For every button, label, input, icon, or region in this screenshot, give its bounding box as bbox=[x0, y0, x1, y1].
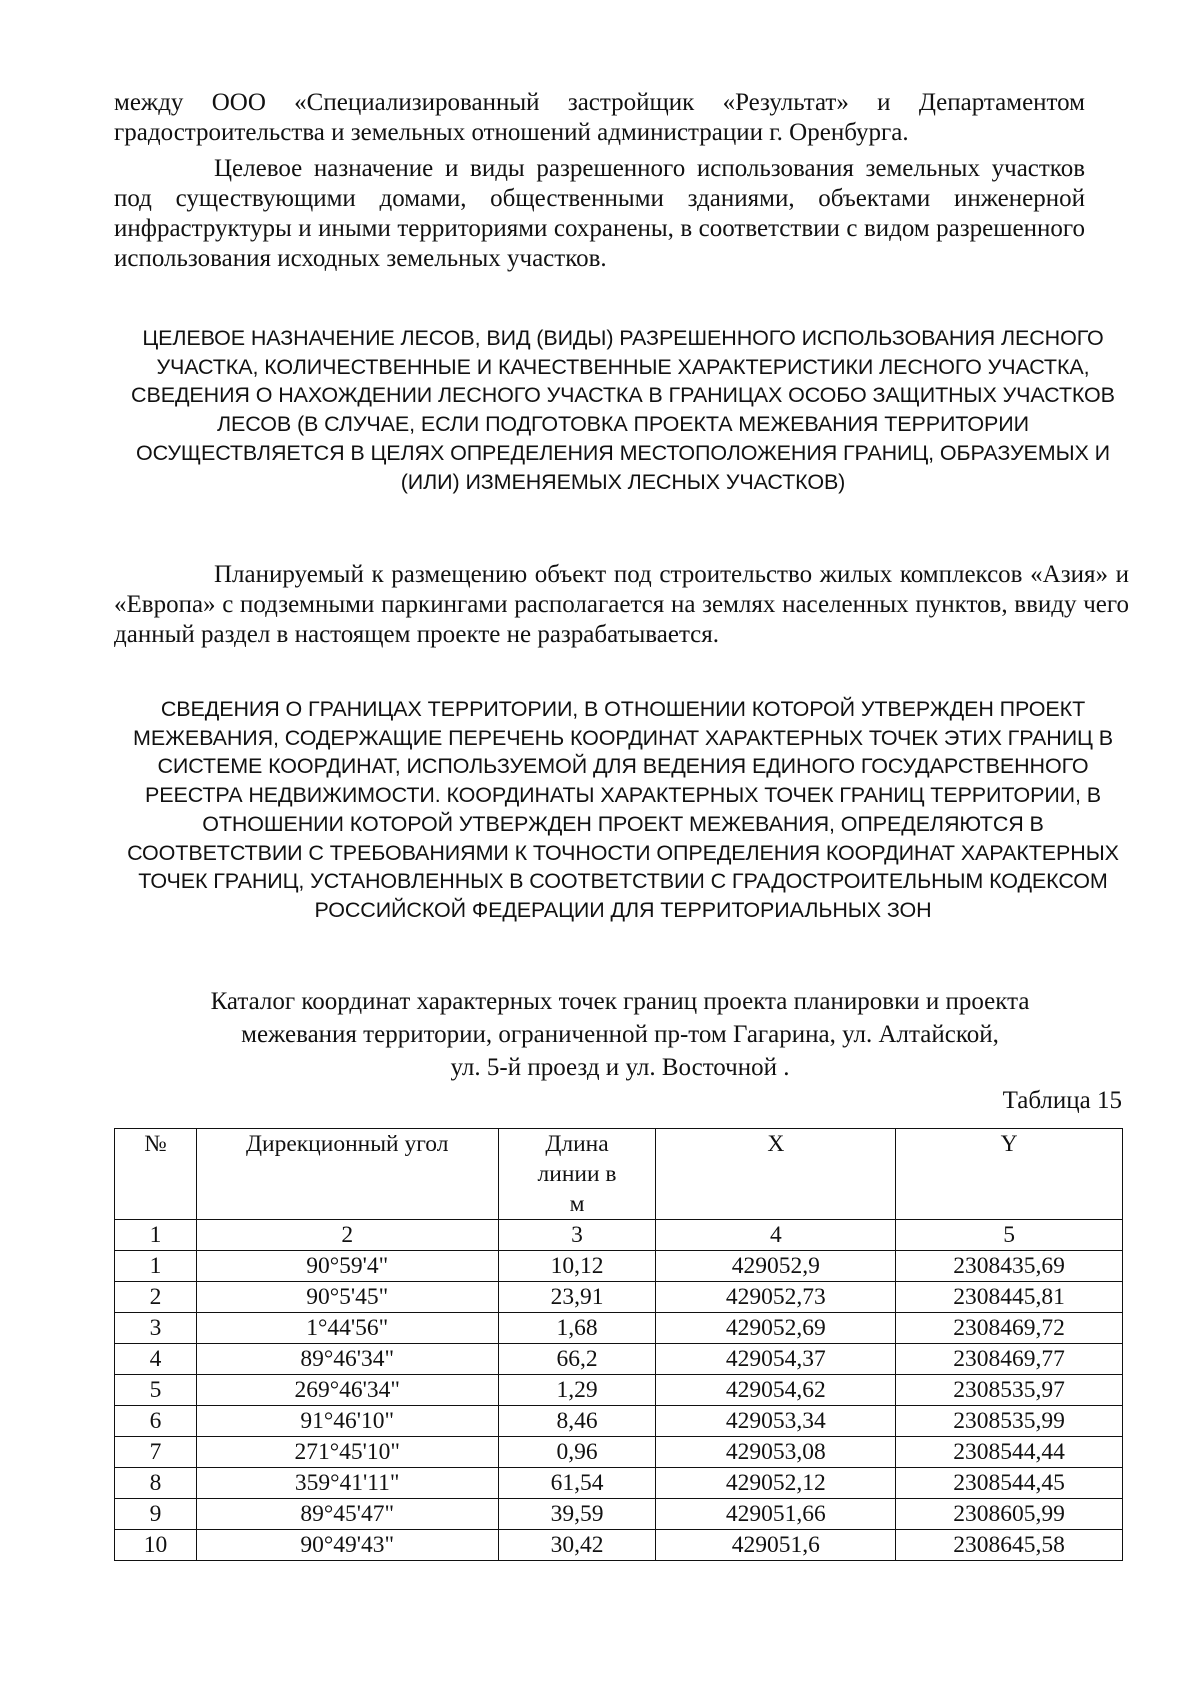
header-line-length: Длина линии в м bbox=[498, 1129, 656, 1220]
table-caption-line-3: ул. 5-й проезд и ул. Восточной . bbox=[450, 1054, 790, 1081]
x-coordinate-cell: 429053,08 bbox=[656, 1437, 896, 1468]
line-length-cell: 30,42 bbox=[498, 1530, 656, 1561]
table-row bbox=[115, 1375, 1123, 1406]
x-coordinate-cell: 429053,34 bbox=[656, 1406, 896, 1437]
line-length-cell: 61,54 bbox=[498, 1468, 656, 1499]
x-coordinate-cell: 429052,69 bbox=[656, 1313, 896, 1344]
point-number-cell: 3 bbox=[115, 1313, 197, 1344]
y-coordinate-cell: 2308535,99 bbox=[896, 1406, 1123, 1437]
intro-paragraph-purpose: Целевое назначение и виды разрешенного использования земельных участков под существующими домами, общественными зданиями, объектами инженерной инфраструктуры и иными территориями сохранены, в соответствии с видом разрешенного использования исходных земельных участков. bbox=[114, 155, 1085, 272]
y-coordinate-cell: 2308435,69 bbox=[896, 1251, 1123, 1282]
line-length-cell: 10,12 bbox=[498, 1251, 656, 1282]
x-coordinate-cell: 429052,9 bbox=[656, 1251, 896, 1282]
direction-angle-cell: 269°46'34" bbox=[196, 1375, 498, 1406]
point-number-cell: 9 bbox=[115, 1499, 197, 1530]
table-row bbox=[115, 1313, 1123, 1344]
table-caption-line-1: Каталог координат характерных точек границ проекта планировки и проекта bbox=[210, 988, 1030, 1015]
section-heading-boundaries: СВЕДЕНИЯ О ГРАНИЦАХ ТЕРРИТОРИИ, В ОТНОШЕНИИ КОТОРОЙ УТВЕРЖДЕН ПРОЕКТ МЕЖЕВАНИЯ, СОДЕРЖАЩИЕ ПЕРЕЧЕНЬ КООРДИНАТ ХАРАКТЕРНЫХ ТОЧЕК ЭТИХ ГРАНИЦ В СИСТЕМЕ КООРДИНАТ, ИСПОЛЬЗУЕМОЙ ДЛЯ ВЕДЕНИЯ ЕДИНОГО ГОСУДАРСТВЕННОГО РЕЕСТРА НЕДВИЖИМОСТИ. КООРДИНАТЫ ХАРАКТЕРНЫХ ТОЧЕК ГРАНИЦ ТЕРРИТОРИИ, В ОТНОШЕНИИ КОТОРОЙ УТВЕРЖДЕН ПРОЕКТ МЕЖЕВАНИЯ, ОПРЕДЕЛЯЮТСЯ В СООТВЕТСТВИИ С ТРЕБОВАНИЯМИ К ТОЧНОСТИ ОПРЕДЕЛЕНИЯ КООРДИНАТ ХАРАКТЕРНЫХ ТОЧЕК ГРАНИЦ, УСТАНОВЛЕННЫХ В СООТВЕТСТВИИ С ГРАДОСТРОИТЕЛЬНЫМ КОДЕКСОМ РОССИЙСКОЙ ФЕДЕРАЦИИ ДЛЯ ТЕРРИТОРИАЛЬНЫХ ЗОН bbox=[127, 697, 1119, 922]
table-row bbox=[115, 1282, 1123, 1313]
intro-paragraph-continuation: между ООО «Специализированный застройщик «Результат» и Департаментом градостроительства и земельных отношений администрации г. Оренбурга. bbox=[114, 89, 1085, 146]
section-heading-forests: ЦЕЛЕВОЕ НАЗНАЧЕНИЕ ЛЕСОВ, ВИД (ВИДЫ) РАЗРЕШЕННОГО ИСПОЛЬЗОВАНИЯ ЛЕСНОГО УЧАСТКА, КОЛИЧЕСТВЕННЫЕ И КАЧЕСТВЕННЫЕ ХАРАКТЕРИСТИКИ ЛЕСНОГО УЧАСТКА, СВЕДЕНИЯ О НАХОЖДЕНИИ ЛЕСНОГО УЧАСТКА В ГРАНИЦАХ ОСОБО ЗАЩИТНЫХ УЧАСТКОВ ЛЕСОВ (В СЛУЧАЕ, ЕСЛИ ПОДГОТОВКА ПРОЕКТА МЕЖЕВАНИЯ ТЕРРИТОРИИ ОСУЩЕСТВЛЯЕТСЯ В ЦЕЛЯХ ОПРЕДЕЛЕНИЯ МЕСТОПОЛОЖЕНИЯ ГРАНИЦ, ОБРАЗУЕМЫХ И (ИЛИ) ИЗМЕНЯЕМЫХ ЛЕСНЫХ УЧАСТКОВ) bbox=[131, 326, 1115, 494]
x-coordinate-cell: 429051,6 bbox=[656, 1530, 896, 1561]
x-coordinate-cell: 429051,66 bbox=[656, 1499, 896, 1530]
table-row bbox=[115, 1251, 1123, 1282]
x-coordinate-cell: 429054,62 bbox=[656, 1375, 896, 1406]
column-number-cell: 3 bbox=[498, 1220, 656, 1251]
y-coordinate-cell: 2308535,97 bbox=[896, 1375, 1123, 1406]
table-column-numbering-row bbox=[115, 1220, 1123, 1251]
y-coordinate-cell: 2308645,58 bbox=[896, 1530, 1123, 1561]
table-row bbox=[115, 1468, 1123, 1499]
table-row bbox=[115, 1406, 1123, 1437]
direction-angle-cell: 1°44'56" bbox=[196, 1313, 498, 1344]
direction-angle-cell: 359°41'11" bbox=[196, 1468, 498, 1499]
column-number-cell: 2 bbox=[196, 1220, 498, 1251]
point-number-cell: 1 bbox=[115, 1251, 197, 1282]
line-length-cell: 39,59 bbox=[498, 1499, 656, 1530]
point-number-cell: 10 bbox=[115, 1530, 197, 1561]
point-number-cell: 2 bbox=[115, 1282, 197, 1313]
coordinates-table bbox=[114, 1128, 1123, 1561]
x-coordinate-cell: 429054,37 bbox=[656, 1344, 896, 1375]
direction-angle-cell: 89°46'34" bbox=[196, 1344, 498, 1375]
column-number-cell: 5 bbox=[896, 1220, 1123, 1251]
y-coordinate-cell: 2308544,45 bbox=[896, 1468, 1123, 1499]
point-number-cell: 4 bbox=[115, 1344, 197, 1375]
line-length-cell: 1,29 bbox=[498, 1375, 656, 1406]
header-number: № bbox=[115, 1129, 197, 1220]
x-coordinate-cell: 429052,12 bbox=[656, 1468, 896, 1499]
line-length-cell: 66,2 bbox=[498, 1344, 656, 1375]
direction-angle-cell: 271°45'10" bbox=[196, 1437, 498, 1468]
y-coordinate-cell: 2308605,99 bbox=[896, 1499, 1123, 1530]
direction-angle-cell: 89°45'47" bbox=[196, 1499, 498, 1530]
line-length-cell: 1,68 bbox=[498, 1313, 656, 1344]
header-direction-angle: Дирекционный угол bbox=[196, 1129, 498, 1220]
direction-angle-cell: 90°5'45" bbox=[196, 1282, 498, 1313]
point-number-cell: 8 bbox=[115, 1468, 197, 1499]
direction-angle-cell: 90°49'43" bbox=[196, 1530, 498, 1561]
table-row bbox=[115, 1437, 1123, 1468]
y-coordinate-cell: 2308445,81 bbox=[896, 1282, 1123, 1313]
y-coordinate-cell: 2308469,72 bbox=[896, 1313, 1123, 1344]
point-number-cell: 7 bbox=[115, 1437, 197, 1468]
table-number-label: Таблица 15 bbox=[1002, 1087, 1122, 1114]
table-row bbox=[115, 1499, 1123, 1530]
table-caption bbox=[140, 985, 1100, 1084]
section-body-forests: Планируемый к размещению объект под строительство жилых комплексов «Азия» и «Европа» с подземными паркингами располагается на землях населенных пунктов, ввиду чего данный раздел в настоящем проекте не разрабатывается. bbox=[114, 561, 1129, 648]
line-length-cell: 23,91 bbox=[498, 1282, 656, 1313]
column-number-cell: 1 bbox=[115, 1220, 197, 1251]
line-length-cell: 0,96 bbox=[498, 1437, 656, 1468]
coordinates-table-body bbox=[115, 1251, 1123, 1561]
direction-angle-cell: 90°59'4" bbox=[196, 1251, 498, 1282]
point-number-cell: 6 bbox=[115, 1406, 197, 1437]
header-x: X bbox=[656, 1129, 896, 1220]
y-coordinate-cell: 2308469,77 bbox=[896, 1344, 1123, 1375]
table-row bbox=[115, 1344, 1123, 1375]
point-number-cell: 5 bbox=[115, 1375, 197, 1406]
table-row bbox=[115, 1530, 1123, 1561]
direction-angle-cell: 91°46'10" bbox=[196, 1406, 498, 1437]
line-length-cell: 8,46 bbox=[498, 1406, 656, 1437]
y-coordinate-cell: 2308544,44 bbox=[896, 1437, 1123, 1468]
column-number-cell: 4 bbox=[656, 1220, 896, 1251]
header-y: Y bbox=[896, 1129, 1123, 1220]
x-coordinate-cell: 429052,73 bbox=[656, 1282, 896, 1313]
table-caption-line-2: межевания территории, ограниченной пр-том Гагарина, ул. Алтайской, bbox=[241, 1021, 999, 1048]
table-header-row bbox=[115, 1129, 1123, 1220]
